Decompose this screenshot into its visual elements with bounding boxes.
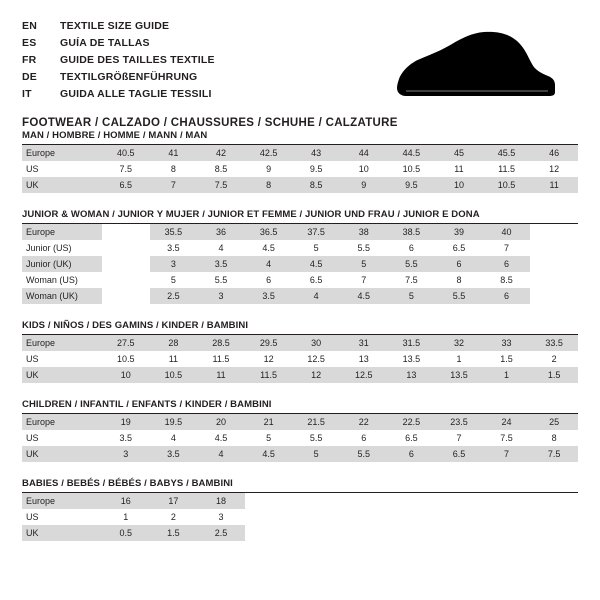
size-block xyxy=(22,399,578,462)
size-cell: 36.5 xyxy=(245,224,293,240)
size-cell: 13.5 xyxy=(435,367,483,383)
table-row xyxy=(22,145,578,161)
size-cell: 42.5 xyxy=(245,145,293,161)
size-cell: 5.5 xyxy=(340,446,388,462)
language-code: DE xyxy=(22,71,37,83)
table-row xyxy=(22,367,578,383)
size-cell: 3.5 xyxy=(150,240,198,256)
size-cell xyxy=(340,525,388,541)
size-cell: 45 xyxy=(435,145,483,161)
size-cell: 3.5 xyxy=(150,446,198,462)
size-table xyxy=(22,493,578,541)
size-cell: 2 xyxy=(150,509,198,525)
size-cell: 25 xyxy=(530,414,578,430)
size-cell: 1 xyxy=(102,509,150,525)
size-cell: 40 xyxy=(483,224,531,240)
table-row xyxy=(22,335,578,351)
size-cell: 21 xyxy=(245,414,293,430)
table-row xyxy=(22,509,578,525)
size-cell xyxy=(245,493,293,509)
size-cell: 6.5 xyxy=(388,430,436,446)
size-cell: 10.5 xyxy=(102,351,150,367)
size-cell: 18 xyxy=(197,493,245,509)
row-label: UK xyxy=(22,177,102,193)
size-cell: 9 xyxy=(340,177,388,193)
size-cell: 33 xyxy=(483,335,531,351)
size-cell: 10 xyxy=(102,367,150,383)
size-table xyxy=(22,335,578,383)
size-cell xyxy=(530,240,578,256)
row-label: UK xyxy=(22,367,102,383)
size-cell: 33.5 xyxy=(530,335,578,351)
row-label: Europe xyxy=(22,145,102,161)
size-block-title: JUNIOR & WOMAN / JUNIOR Y MUJER / JUNIOR ET FEMME / JUNIOR UND FRAU / JUNIOR E DONA xyxy=(22,209,578,224)
size-cell: 31.5 xyxy=(388,335,436,351)
size-cell: 46 xyxy=(530,145,578,161)
table-row xyxy=(22,414,578,430)
table-row xyxy=(22,177,578,193)
size-cell xyxy=(245,525,293,541)
size-cell: 1.5 xyxy=(150,525,198,541)
size-cell: 6.5 xyxy=(102,177,150,193)
size-cell: 10 xyxy=(435,177,483,193)
size-cell: 7 xyxy=(150,177,198,193)
row-label: Junior (UK) xyxy=(22,256,102,272)
table-row xyxy=(22,272,578,288)
language-title: TEXTILGRÖßENFÜHRUNG xyxy=(60,71,198,83)
size-cell: 5.5 xyxy=(197,272,245,288)
table-row xyxy=(22,256,578,272)
size-cell: 5.5 xyxy=(292,430,340,446)
row-label: Europe xyxy=(22,224,102,240)
size-cell: 13.5 xyxy=(388,351,436,367)
size-cell: 5 xyxy=(245,430,293,446)
size-cell: 39 xyxy=(435,224,483,240)
table-row xyxy=(22,351,578,367)
size-table xyxy=(22,224,578,304)
size-cell: 10.5 xyxy=(388,161,436,177)
size-cell xyxy=(530,525,578,541)
language-title: GUÍA DE TALLAS xyxy=(60,37,150,49)
size-cell: 6 xyxy=(483,288,531,304)
size-cell: 40.5 xyxy=(102,145,150,161)
size-cell: 3 xyxy=(150,256,198,272)
size-cell: 43 xyxy=(292,145,340,161)
size-cell: 1.5 xyxy=(483,351,531,367)
size-cell xyxy=(292,493,340,509)
size-cell xyxy=(292,509,340,525)
size-cell: 7.5 xyxy=(483,430,531,446)
size-cell: 9.5 xyxy=(292,161,340,177)
size-cell: 8.5 xyxy=(292,177,340,193)
size-block xyxy=(22,209,578,304)
size-cell: 3 xyxy=(102,446,150,462)
size-cell: 4 xyxy=(292,288,340,304)
size-cell: 32 xyxy=(435,335,483,351)
size-cell: 10.5 xyxy=(483,177,531,193)
size-cell: 11.5 xyxy=(483,161,531,177)
dress-shoe-icon xyxy=(376,30,556,104)
size-cell: 6 xyxy=(388,240,436,256)
size-cell: 45.5 xyxy=(483,145,531,161)
size-cell xyxy=(292,525,340,541)
size-cell xyxy=(483,493,531,509)
size-cell: 5 xyxy=(292,240,340,256)
size-cell: 1 xyxy=(435,351,483,367)
size-cell: 4 xyxy=(245,256,293,272)
size-cell: 10.5 xyxy=(150,367,198,383)
size-cell: 23.5 xyxy=(435,414,483,430)
size-cell: 5.5 xyxy=(435,288,483,304)
size-cell: 16 xyxy=(102,493,150,509)
size-cell: 4 xyxy=(197,240,245,256)
header xyxy=(22,18,578,129)
size-cell: 6.5 xyxy=(435,240,483,256)
size-cell: 8 xyxy=(150,161,198,177)
row-label: UK xyxy=(22,525,102,541)
size-cell: 11 xyxy=(197,367,245,383)
size-cell: 12.5 xyxy=(292,351,340,367)
row-label: Europe xyxy=(22,414,102,430)
size-cell: 3 xyxy=(197,509,245,525)
size-table xyxy=(22,414,578,462)
size-cell: 7 xyxy=(483,446,531,462)
size-cell xyxy=(530,509,578,525)
size-cell: 8 xyxy=(245,177,293,193)
size-cell: 11 xyxy=(150,351,198,367)
size-cell: 8 xyxy=(530,430,578,446)
size-cell: 5.5 xyxy=(340,240,388,256)
size-cell: 8.5 xyxy=(483,272,531,288)
size-cell: 22 xyxy=(340,414,388,430)
size-cell: 36 xyxy=(197,224,245,240)
size-cell: 8 xyxy=(435,272,483,288)
size-cell: 5 xyxy=(292,446,340,462)
size-cell: 9 xyxy=(245,161,293,177)
size-cell: 12 xyxy=(530,161,578,177)
size-cell xyxy=(435,509,483,525)
table-row xyxy=(22,288,578,304)
size-cell: 2.5 xyxy=(150,288,198,304)
size-cell: 35.5 xyxy=(150,224,198,240)
row-label: US xyxy=(22,351,102,367)
size-cell: 11.5 xyxy=(197,351,245,367)
size-cell: 28.5 xyxy=(197,335,245,351)
size-cell: 7 xyxy=(483,240,531,256)
language-code: EN xyxy=(22,20,37,32)
row-label: Europe xyxy=(22,493,102,509)
size-cell: 6.5 xyxy=(435,446,483,462)
size-cell: 7.5 xyxy=(530,446,578,462)
table-row xyxy=(22,493,578,509)
size-cell: 0.5 xyxy=(102,525,150,541)
size-cell: 6 xyxy=(388,446,436,462)
size-block-title: CHILDREN / INFANTIL / ENFANTS / KINDER / BAMBINI xyxy=(22,399,578,414)
size-cell: 28 xyxy=(150,335,198,351)
size-cell xyxy=(435,493,483,509)
row-label: US xyxy=(22,430,102,446)
size-cell xyxy=(102,224,150,240)
size-cell: 11 xyxy=(435,161,483,177)
row-label: Woman (UK) xyxy=(22,288,102,304)
size-cell: 44.5 xyxy=(388,145,436,161)
size-cell: 38 xyxy=(340,224,388,240)
size-cell xyxy=(435,525,483,541)
size-cell: 7.5 xyxy=(388,272,436,288)
row-label: UK xyxy=(22,446,102,462)
size-cell: 3.5 xyxy=(197,256,245,272)
size-cell: 4 xyxy=(150,430,198,446)
size-cell: 5 xyxy=(388,288,436,304)
size-table xyxy=(22,145,578,193)
size-cell: 1.5 xyxy=(530,367,578,383)
size-cell: 7.5 xyxy=(197,177,245,193)
size-cell xyxy=(340,493,388,509)
table-row xyxy=(22,224,578,240)
size-cell: 22.5 xyxy=(388,414,436,430)
size-cell xyxy=(530,288,578,304)
size-cell: 3 xyxy=(197,288,245,304)
size-cell: 5 xyxy=(150,272,198,288)
size-cell: 6 xyxy=(340,430,388,446)
row-label: Junior (US) xyxy=(22,240,102,256)
category-title: FOOTWEAR / CALZADO / CHAUSSURES / SCHUHE / CALZATURE xyxy=(22,117,398,129)
size-cell: 8.5 xyxy=(197,161,245,177)
size-cell xyxy=(102,272,150,288)
size-cell xyxy=(530,224,578,240)
language-title: TEXTILE SIZE GUIDE xyxy=(60,20,170,32)
size-cell: 6 xyxy=(483,256,531,272)
language-title: GUIDA ALLE TAGLIE TESSILI xyxy=(60,88,212,100)
size-cell xyxy=(483,509,531,525)
size-cell: 17 xyxy=(150,493,198,509)
table-row xyxy=(22,446,578,462)
size-cell: 12 xyxy=(292,367,340,383)
size-cell: 6 xyxy=(435,256,483,272)
size-cell: 31 xyxy=(340,335,388,351)
language-code: FR xyxy=(22,54,37,66)
size-block-title: BABIES / BEBÉS / BÉBÉS / BABYS / BAMBINI xyxy=(22,478,578,493)
size-cell xyxy=(530,493,578,509)
size-cell: 13 xyxy=(388,367,436,383)
size-cell: 4 xyxy=(197,446,245,462)
row-label: Europe xyxy=(22,335,102,351)
size-cell: 5.5 xyxy=(388,256,436,272)
size-cell: 12 xyxy=(245,351,293,367)
size-cell: 41 xyxy=(150,145,198,161)
size-cell xyxy=(530,256,578,272)
size-cell xyxy=(483,525,531,541)
size-cell: 21.5 xyxy=(292,414,340,430)
size-cell: 11 xyxy=(530,177,578,193)
size-cell: 6.5 xyxy=(292,272,340,288)
row-label: Woman (US) xyxy=(22,272,102,288)
size-cell: 2.5 xyxy=(197,525,245,541)
size-cell xyxy=(102,288,150,304)
size-cell: 4.5 xyxy=(245,240,293,256)
size-cell: 3.5 xyxy=(245,288,293,304)
size-cell xyxy=(340,509,388,525)
size-cell: 24 xyxy=(483,414,531,430)
size-cell: 7.5 xyxy=(102,161,150,177)
row-label: US xyxy=(22,161,102,177)
size-cell xyxy=(388,525,436,541)
size-cell: 44 xyxy=(340,145,388,161)
size-cell: 27.5 xyxy=(102,335,150,351)
size-block xyxy=(22,320,578,383)
size-block-title: KIDS / NIÑOS / DES GAMINS / KINDER / BAMBINI xyxy=(22,320,578,335)
size-block xyxy=(22,130,578,193)
size-cell: 38.5 xyxy=(388,224,436,240)
size-cell: 37.5 xyxy=(292,224,340,240)
size-cell: 12.5 xyxy=(340,367,388,383)
size-cell: 7 xyxy=(435,430,483,446)
size-cell: 4.5 xyxy=(197,430,245,446)
size-cell: 4.5 xyxy=(292,256,340,272)
size-cell: 30 xyxy=(292,335,340,351)
size-cell xyxy=(388,493,436,509)
table-row xyxy=(22,161,578,177)
size-cell: 7 xyxy=(340,272,388,288)
size-block-title: MAN / HOMBRE / HOMME / MANN / MAN xyxy=(22,130,578,145)
size-cell: 19.5 xyxy=(150,414,198,430)
size-cell xyxy=(530,272,578,288)
size-cell: 2 xyxy=(530,351,578,367)
row-label: US xyxy=(22,509,102,525)
size-cell xyxy=(102,256,150,272)
size-cell: 29.5 xyxy=(245,335,293,351)
table-row xyxy=(22,525,578,541)
table-row xyxy=(22,430,578,446)
size-cell: 13 xyxy=(340,351,388,367)
size-block xyxy=(22,478,578,541)
size-cell: 42 xyxy=(197,145,245,161)
size-cell: 3.5 xyxy=(102,430,150,446)
size-cell: 4.5 xyxy=(245,446,293,462)
size-cell: 9.5 xyxy=(388,177,436,193)
size-cell: 10 xyxy=(340,161,388,177)
size-cell: 19 xyxy=(102,414,150,430)
size-cell: 6 xyxy=(245,272,293,288)
language-code: IT xyxy=(22,88,32,100)
language-title: GUIDE DES TAILLES TEXTILE xyxy=(60,54,215,66)
size-cell: 5 xyxy=(340,256,388,272)
size-cell: 1 xyxy=(483,367,531,383)
size-tables xyxy=(22,130,578,541)
language-code: ES xyxy=(22,37,37,49)
size-cell xyxy=(102,240,150,256)
table-row xyxy=(22,240,578,256)
size-cell: 20 xyxy=(197,414,245,430)
size-cell: 4.5 xyxy=(340,288,388,304)
size-cell xyxy=(388,509,436,525)
size-cell: 11.5 xyxy=(245,367,293,383)
size-cell xyxy=(245,509,293,525)
